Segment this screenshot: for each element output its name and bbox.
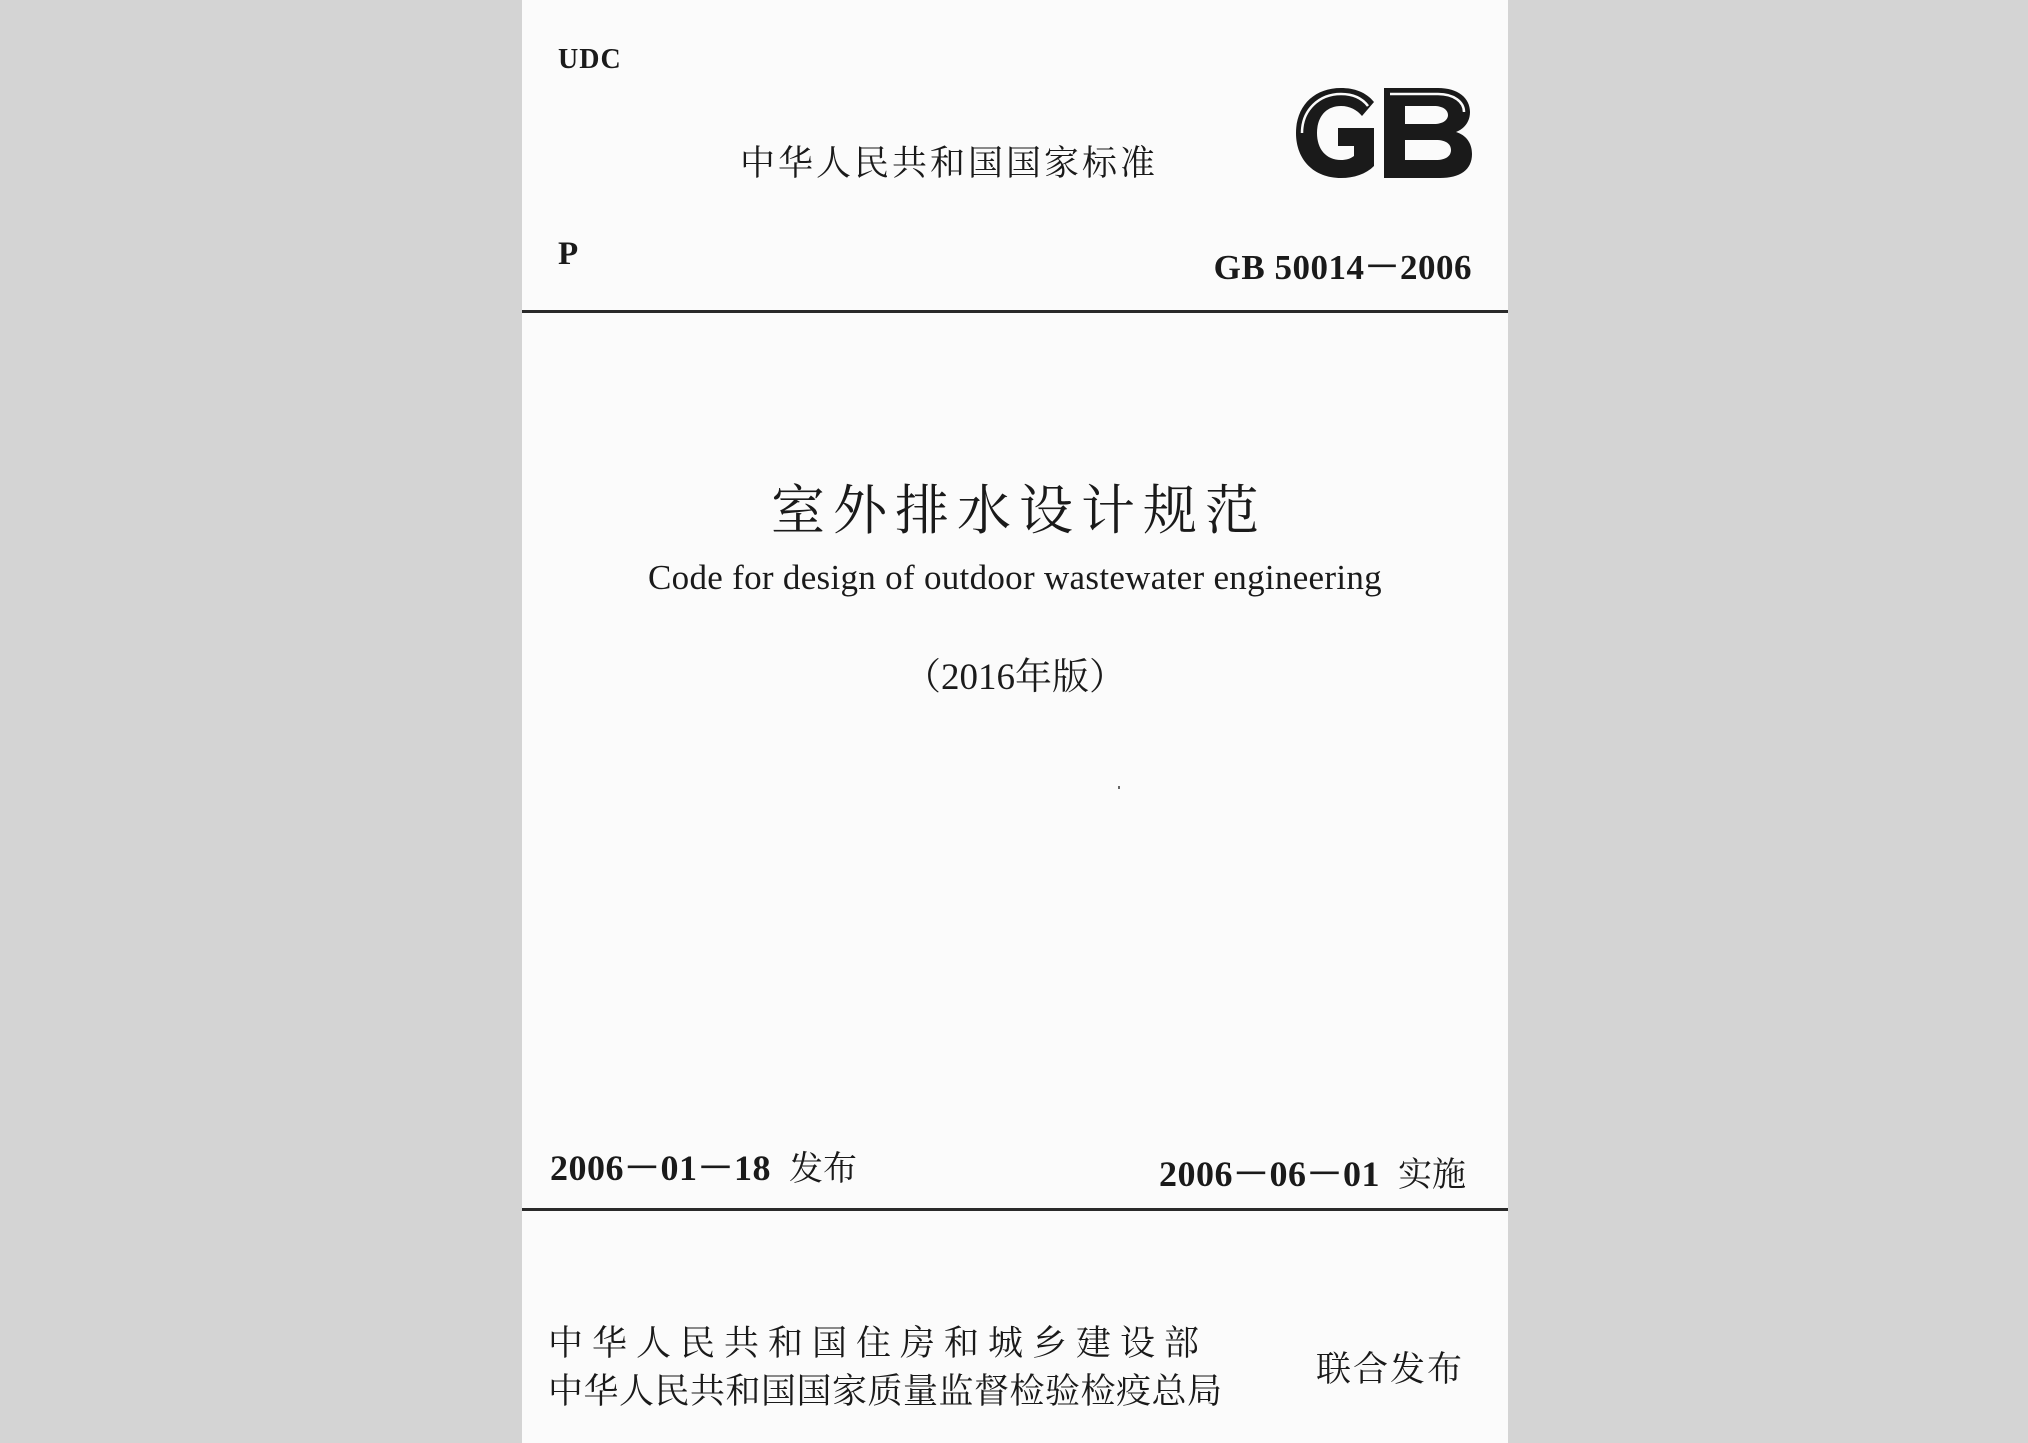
gb-logo-icon xyxy=(1288,80,1478,186)
title-chinese: 室外排水设计规范 xyxy=(771,479,1267,542)
authority-ministry-housing: 中华人民共和国住房和城乡建设部 xyxy=(548,1324,1209,1364)
authority-quality-inspection: 中华人民共和国国家质量监督检验检疫总局 xyxy=(548,1372,1223,1412)
standard-cover-page xyxy=(522,0,1508,1443)
standard-number: GB 50014－2006 xyxy=(1213,248,1472,287)
national-standard-label: 中华人民共和国国家标准 xyxy=(740,144,1159,184)
bottom-divider xyxy=(522,1208,1508,1211)
effective-date: 2006－06－01 xyxy=(1158,1154,1380,1194)
issue-date: 2006－01－18 xyxy=(550,1148,772,1188)
joint-issue-label: 联合发布 xyxy=(1315,1350,1464,1390)
top-divider xyxy=(522,310,1508,313)
edition-label: （2016年版） xyxy=(904,657,1126,698)
effective-label: 实施 xyxy=(1398,1155,1466,1195)
title-english: Code for design of outdoor wastewater engineering xyxy=(648,558,1382,597)
udc-label: UDC xyxy=(558,44,622,75)
issue-date-line xyxy=(550,1140,857,1191)
category-code: P xyxy=(558,236,579,272)
issue-label: 发布 xyxy=(789,1149,858,1189)
effective-date-line xyxy=(1159,1146,1466,1197)
scan-speck xyxy=(1118,786,1120,789)
